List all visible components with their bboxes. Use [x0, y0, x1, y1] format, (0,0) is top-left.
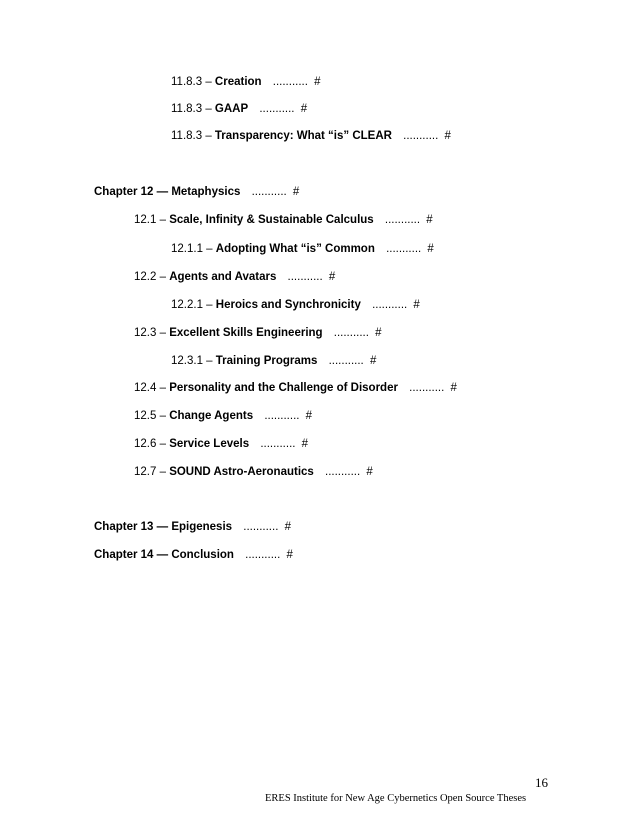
- toc-leader: ...........: [245, 549, 281, 561]
- toc-number: 12.6 –: [134, 438, 166, 450]
- toc-number: 12.2.1 –: [171, 299, 213, 311]
- toc-entry-12-2-1[interactable]: [171, 298, 420, 312]
- toc-title: GAAP: [214, 103, 249, 115]
- toc-leader: ...........: [272, 76, 308, 88]
- toc-page: #: [301, 438, 309, 450]
- toc-entry-12-6[interactable]: [134, 437, 308, 451]
- toc-page: #: [366, 466, 373, 478]
- toc-entry-12-4[interactable]: [134, 381, 457, 395]
- toc-page: #: [292, 186, 300, 198]
- toc-leader: ...........: [328, 355, 364, 367]
- toc-entry-11-8-3-transparency[interactable]: [171, 129, 451, 143]
- toc-page: #: [328, 271, 336, 283]
- toc-page: #: [426, 214, 433, 226]
- toc-chapter-title: Chapter 12 — Metaphysics: [94, 186, 241, 198]
- toc-title: Scale, Infinity & Sustainable Calculus: [169, 214, 374, 226]
- toc-title: Creation: [214, 76, 262, 88]
- toc-number: 12.5 –: [134, 410, 166, 422]
- toc-number: 12.4 –: [134, 382, 166, 394]
- toc-page: #: [300, 103, 308, 115]
- toc-entry-12-2[interactable]: [134, 270, 335, 284]
- page-footer: ERES Institute for New Age Cybernetics Open Source Theses: [265, 793, 527, 804]
- toc-title: Transparency: What “is” CLEAR: [214, 130, 392, 142]
- toc-title: Service Levels: [169, 438, 250, 450]
- toc-leader: ...........: [287, 271, 323, 283]
- page-number: 16: [535, 775, 548, 790]
- toc-entry-chapter-14[interactable]: [94, 548, 293, 562]
- toc-number: 12.7 –: [134, 466, 166, 478]
- toc-leader: ...........: [384, 214, 421, 226]
- toc-page: #: [427, 243, 434, 255]
- toc-page: #: [305, 410, 313, 422]
- toc-title: Adopting What “is” Common: [215, 243, 375, 255]
- toc-page: #: [286, 549, 293, 561]
- toc-title: SOUND Astro-Aeronautics: [169, 466, 314, 478]
- toc-page: #: [375, 327, 382, 339]
- toc-number: 12.2 –: [134, 271, 166, 283]
- toc-title: Agents and Avatars: [169, 271, 277, 283]
- toc-leader: ...........: [260, 438, 296, 450]
- toc-chapter-title: Chapter 13 — Epigenesis: [94, 521, 233, 533]
- toc-leader: ...........: [264, 410, 300, 422]
- toc-page: #: [413, 299, 420, 311]
- toc-title: Training Programs: [215, 355, 318, 367]
- toc-leader: ...........: [259, 103, 295, 115]
- toc-entry-12-3[interactable]: [134, 326, 382, 340]
- toc-page: #: [444, 130, 451, 142]
- toc-page: #: [369, 355, 377, 367]
- toc-entry-11-8-3-gaap[interactable]: [171, 102, 307, 116]
- toc-title: Personality and the Challenge of Disorder: [169, 382, 398, 394]
- toc-entry-chapter-12[interactable]: [94, 185, 299, 199]
- toc-entry-12-3-1[interactable]: [171, 354, 376, 368]
- toc-title: Change Agents: [169, 410, 254, 422]
- toc-leader: ...........: [403, 130, 439, 142]
- toc-entry-chapter-13[interactable]: [94, 520, 291, 534]
- toc-leader: ...........: [386, 243, 422, 255]
- toc-title: Excellent Skills Engineering: [169, 327, 323, 339]
- toc-number: 12.3 –: [134, 327, 166, 339]
- toc-entry-11-8-3-creation[interactable]: [171, 75, 321, 89]
- toc-page: #: [450, 382, 457, 394]
- toc-number: 11.8.3 –: [171, 103, 212, 115]
- toc-leader: ...........: [372, 299, 408, 311]
- toc-page: #: [314, 76, 321, 88]
- toc-leader: ...........: [333, 327, 369, 339]
- toc-number: 12.3.1 –: [171, 355, 213, 367]
- toc-entry-12-7[interactable]: [134, 465, 373, 479]
- toc-number: 12.1.1 –: [171, 243, 213, 255]
- toc-number: 11.8.3 –: [171, 76, 212, 88]
- toc-leader: ...........: [325, 466, 361, 478]
- toc-page: #: [284, 521, 292, 533]
- toc-leader: ...........: [409, 382, 445, 394]
- toc-entry-12-1-1[interactable]: [171, 242, 434, 256]
- toc-title: Heroics and Synchronicity: [215, 299, 361, 311]
- toc-number: 11.8.3 –: [171, 130, 212, 142]
- toc-leader: ...........: [243, 521, 279, 533]
- toc-number: 12.1 –: [134, 214, 166, 226]
- toc-entry-12-5[interactable]: [134, 409, 312, 423]
- toc-entry-12-1[interactable]: [134, 213, 433, 227]
- toc-chapter-title: Chapter 14 — Conclusion: [94, 549, 234, 561]
- toc-leader: ...........: [251, 186, 287, 198]
